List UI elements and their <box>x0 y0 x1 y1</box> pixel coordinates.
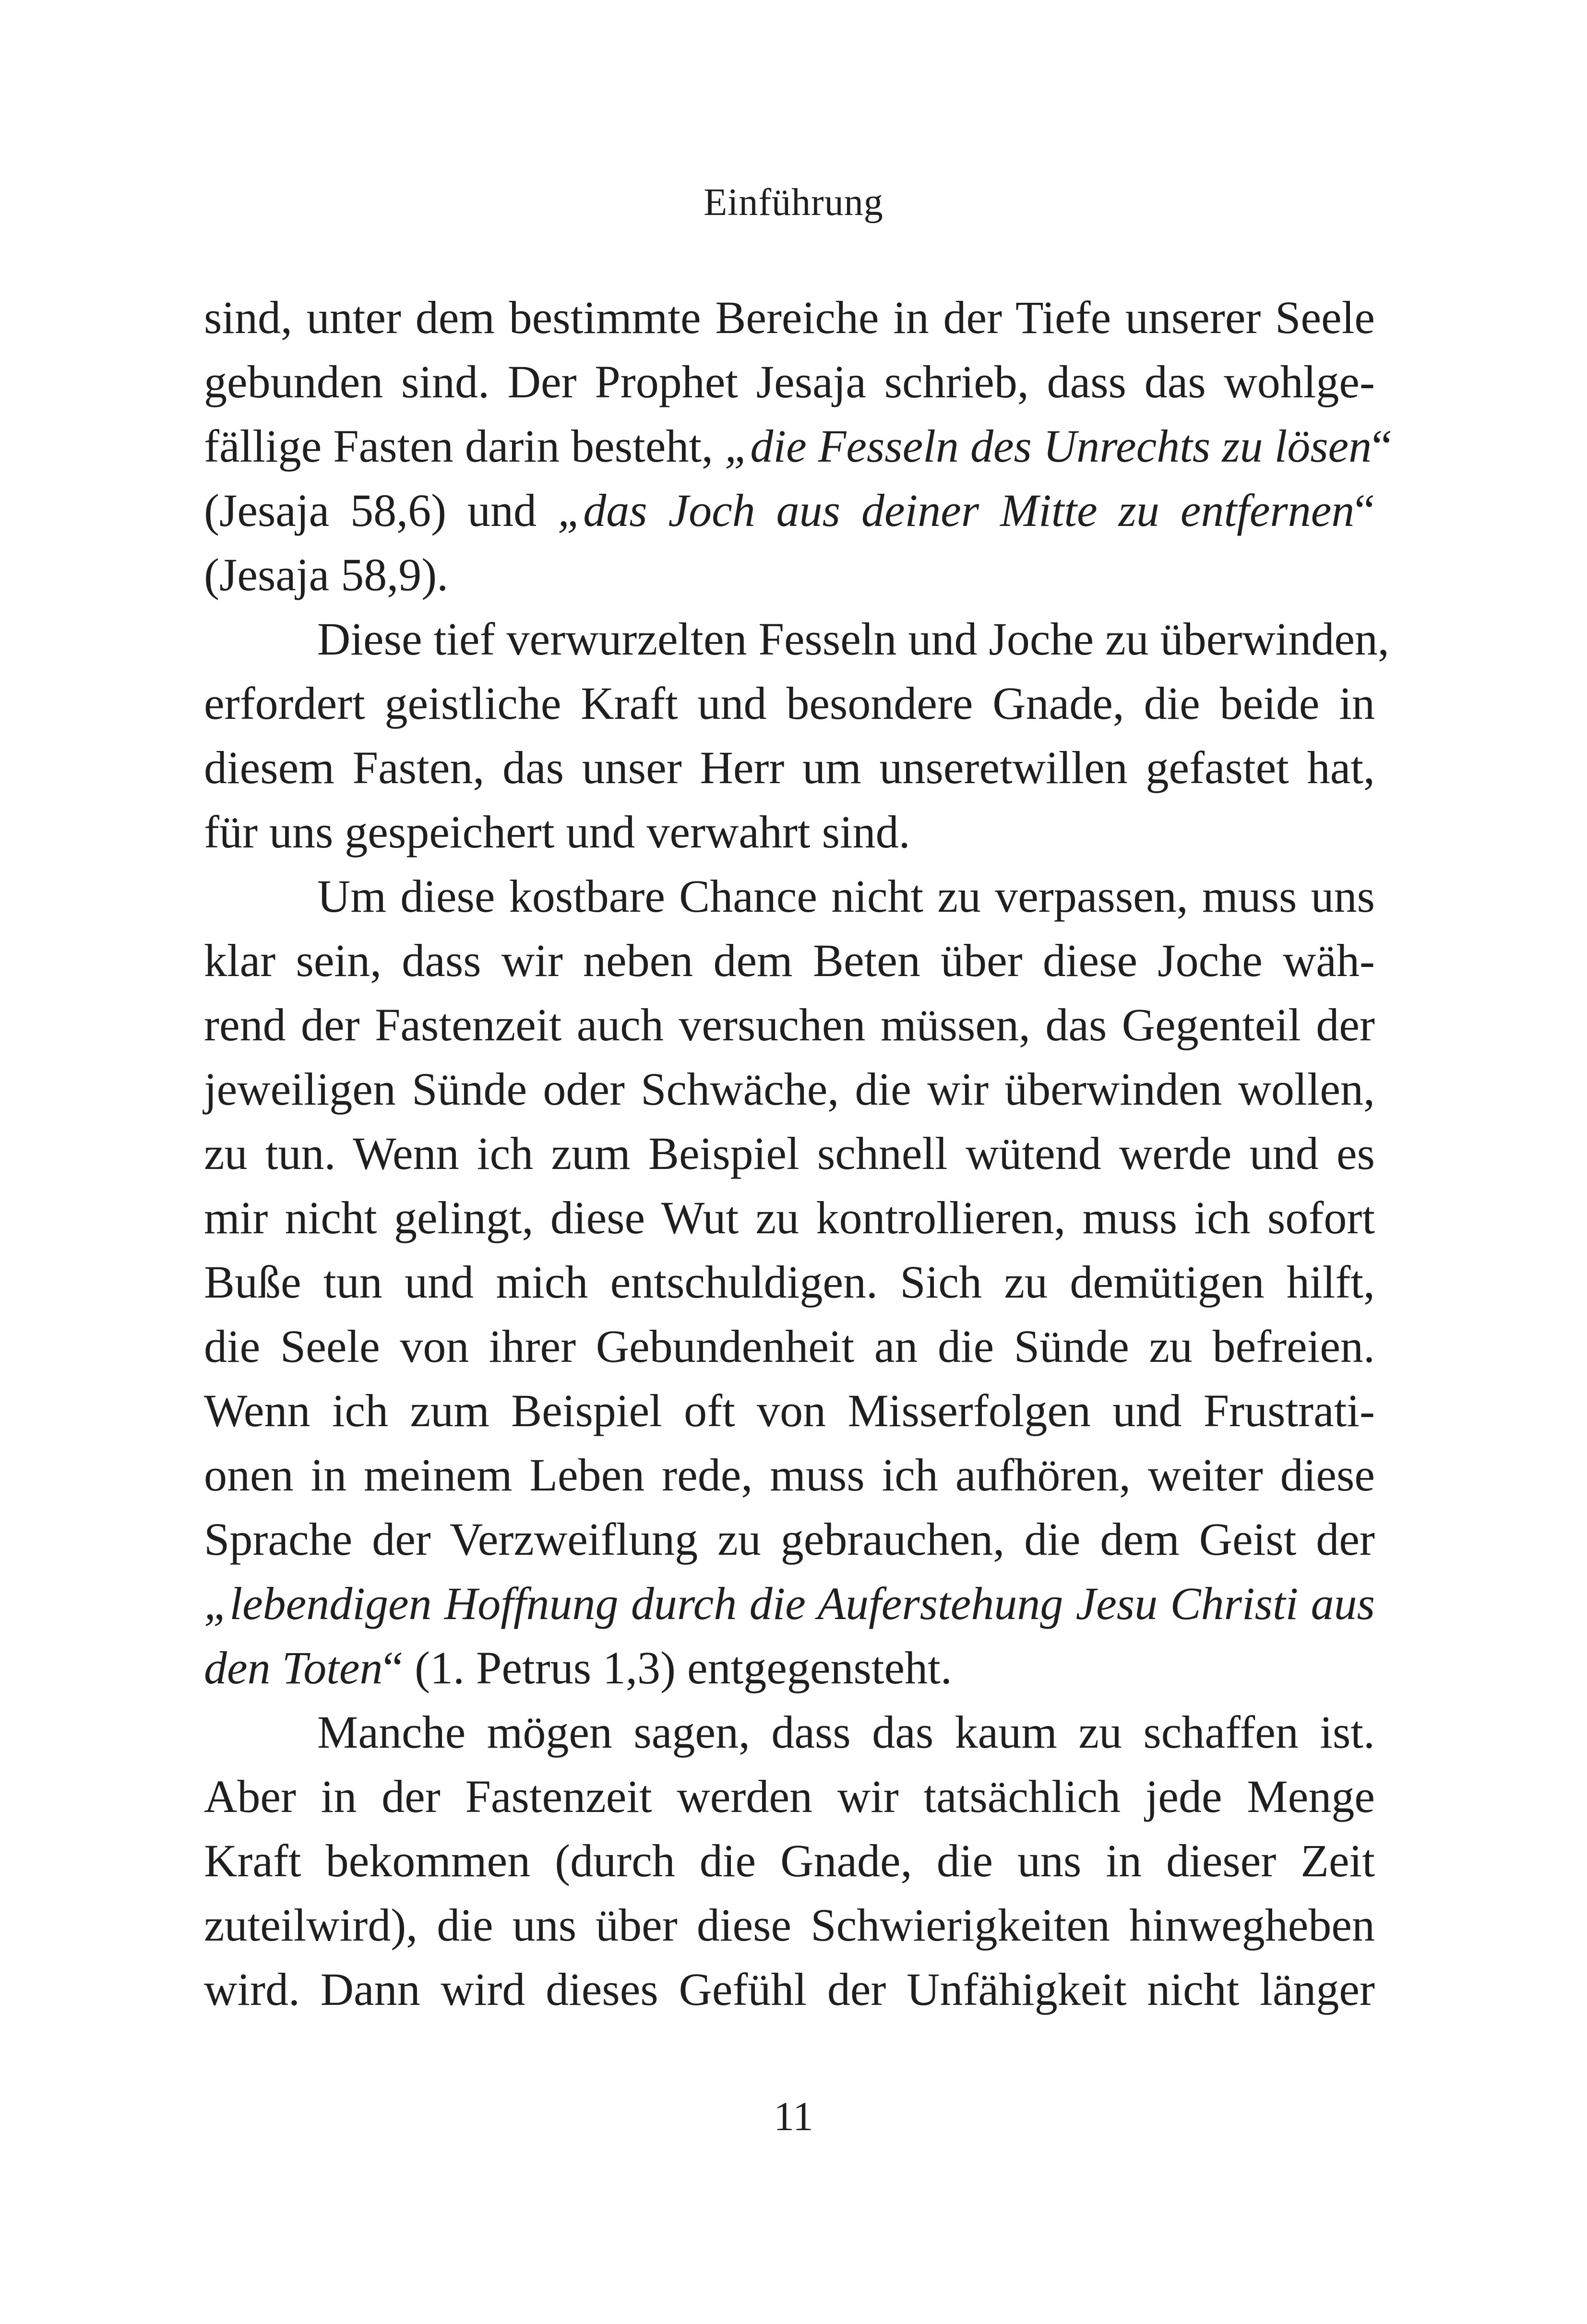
text-line <box>204 1443 1375 1507</box>
text-line <box>204 1893 1375 1957</box>
text-run: jeweiligen Sünde oder Schwäche, die wir überwinden wollen, <box>204 1063 1375 1115</box>
italic-quote: „lebendigen Hoffnung durch die Auferstehung Jesu Christi aus <box>204 1578 1375 1629</box>
text-run: “ <box>1354 485 1375 536</box>
text-line <box>204 1572 1375 1636</box>
text-line <box>204 543 1375 607</box>
italic-quote: „das Joch aus deiner Mitte zu entfernen <box>557 485 1355 536</box>
text-line <box>204 993 1375 1057</box>
text-line <box>204 1186 1375 1250</box>
text-line <box>204 864 1375 929</box>
text-run: (Jesaja 58,9). <box>204 549 449 600</box>
text-run: zu tun. Wenn ich zum Beispiel schnell wütend werde und es <box>204 1128 1375 1179</box>
text-run: Buße tun und mich entschuldigen. Sich zu demütigen hilft, <box>204 1256 1375 1308</box>
text-run: “ <box>1372 420 1392 472</box>
text-run: erfordert geistliche Kraft und besondere Gnade, die beide in <box>204 678 1375 729</box>
page-number: 11 <box>774 2093 813 2139</box>
text-run: für uns gespeichert und verwahrt sind. <box>204 806 910 858</box>
text-line <box>204 1636 1375 1700</box>
text-run: wird. Dann wird dieses Gefühl der Unfähigkeit nicht länger <box>204 1964 1375 2015</box>
running-head: Einführung <box>704 181 883 224</box>
text-line <box>204 671 1375 736</box>
text-run: zuteilwird), die uns über diese Schwierigkeiten hinwegheben <box>204 1899 1375 1951</box>
text-run: rend der Fastenzeit auch versuchen müssen, das Gegenteil der <box>204 999 1375 1050</box>
text-line <box>204 1314 1375 1379</box>
body-text <box>204 286 1392 2022</box>
text-line <box>204 736 1375 800</box>
text-run: mir nicht gelingt, diese Wut zu kontrollieren, muss ich sofort <box>204 1192 1375 1243</box>
text-run: klar sein, dass wir neben dem Beten über diese Joche wäh- <box>204 935 1375 986</box>
text-run: Sprache der Verzweiflung zu gebrauchen, die dem Geist der <box>204 1514 1375 1565</box>
text-line <box>204 1700 1375 1764</box>
text-line <box>204 607 1389 671</box>
text-line <box>204 1121 1375 1186</box>
text-run: Diese tief verwurzelten Fesseln und Joche zu überwinden, <box>317 613 1389 665</box>
italic-quote: „die Fesseln des Unrechts zu lösen <box>725 420 1372 472</box>
text-run: Kraft bekommen (durch die Gnade, die uns in dieser Zeit <box>204 1835 1375 1886</box>
text-run: onen in meinem Leben rede, muss ich aufhören, weiter diese <box>204 1449 1375 1501</box>
italic-quote: den Toten <box>204 1642 383 1693</box>
text-line <box>204 1829 1375 1893</box>
text-line <box>204 1250 1375 1314</box>
text-run: Um diese kostbare Chance nicht zu verpassen, muss uns <box>317 870 1375 922</box>
text-line <box>204 414 1392 478</box>
text-run: Wenn ich zum Beispiel oft von Misserfolgen und Frustrati- <box>204 1385 1375 1436</box>
text-run: (Jesaja 58,6) und <box>204 485 558 536</box>
text-line <box>204 478 1375 543</box>
text-run: diesem Fasten, das unser Herr um unseretwillen gefastet hat, <box>204 742 1375 793</box>
text-line <box>204 1507 1375 1572</box>
text-line <box>204 1764 1375 1829</box>
text-run: “ (1. Petrus 1,3) entgegensteht. <box>382 1642 952 1693</box>
text-run: Aber in der Fastenzeit werden wir tatsächlich jede Menge <box>204 1771 1375 1822</box>
text-line <box>204 929 1375 993</box>
text-run: gebunden sind. Der Prophet Jesaja schrieb, dass das wohlge- <box>204 356 1375 407</box>
text-run: sind, unter dem bestimmte Bereiche in der Tiefe unserer Seele <box>204 292 1375 343</box>
text-run: die Seele von ihrer Gebundenheit an die Sünde zu befreien. <box>204 1321 1375 1372</box>
text-line <box>204 1057 1375 1121</box>
text-line <box>204 800 1375 864</box>
text-run: Manche mögen sagen, dass das kaum zu schaffen ist. <box>317 1706 1375 1758</box>
text-run: fällige Fasten darin besteht, <box>204 420 725 472</box>
text-line <box>204 1957 1375 2022</box>
text-line <box>204 1379 1375 1443</box>
text-line <box>204 350 1375 414</box>
text-line <box>204 286 1375 350</box>
